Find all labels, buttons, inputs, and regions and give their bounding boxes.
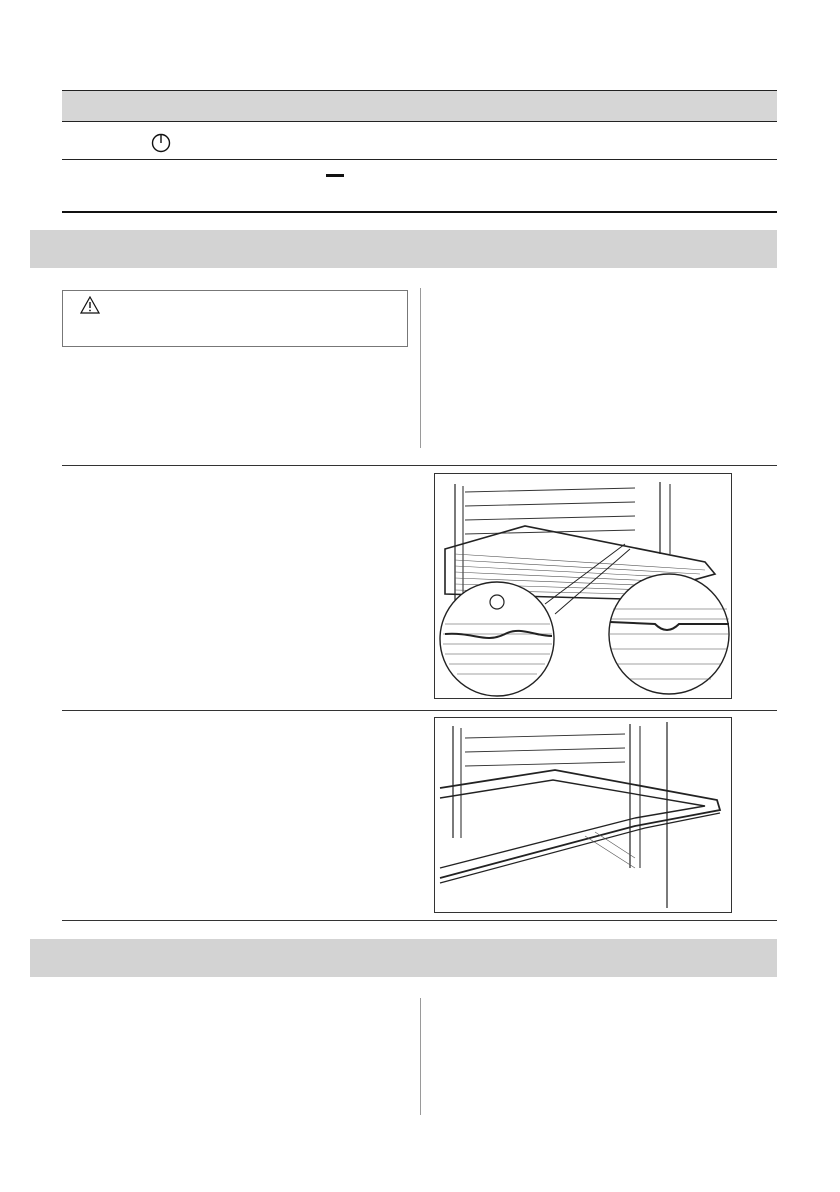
table-divider [62, 159, 777, 160]
baking-tray-illustration [434, 717, 732, 913]
section-heading-bar [30, 230, 777, 268]
power-icon [151, 133, 171, 153]
column-divider [420, 998, 421, 1115]
wire-shelf-illustration [434, 473, 732, 699]
minus-icon [326, 174, 344, 177]
section-heading-bar [30, 939, 777, 977]
row-rule [62, 465, 777, 466]
warning-box [62, 290, 408, 347]
row-rule [62, 920, 777, 921]
table-divider [62, 121, 777, 122]
table-bottom-rule [62, 211, 777, 213]
row-rule [62, 710, 777, 711]
column-divider [420, 288, 421, 448]
warning-triangle-icon [80, 296, 100, 314]
table-header-row [62, 90, 777, 121]
